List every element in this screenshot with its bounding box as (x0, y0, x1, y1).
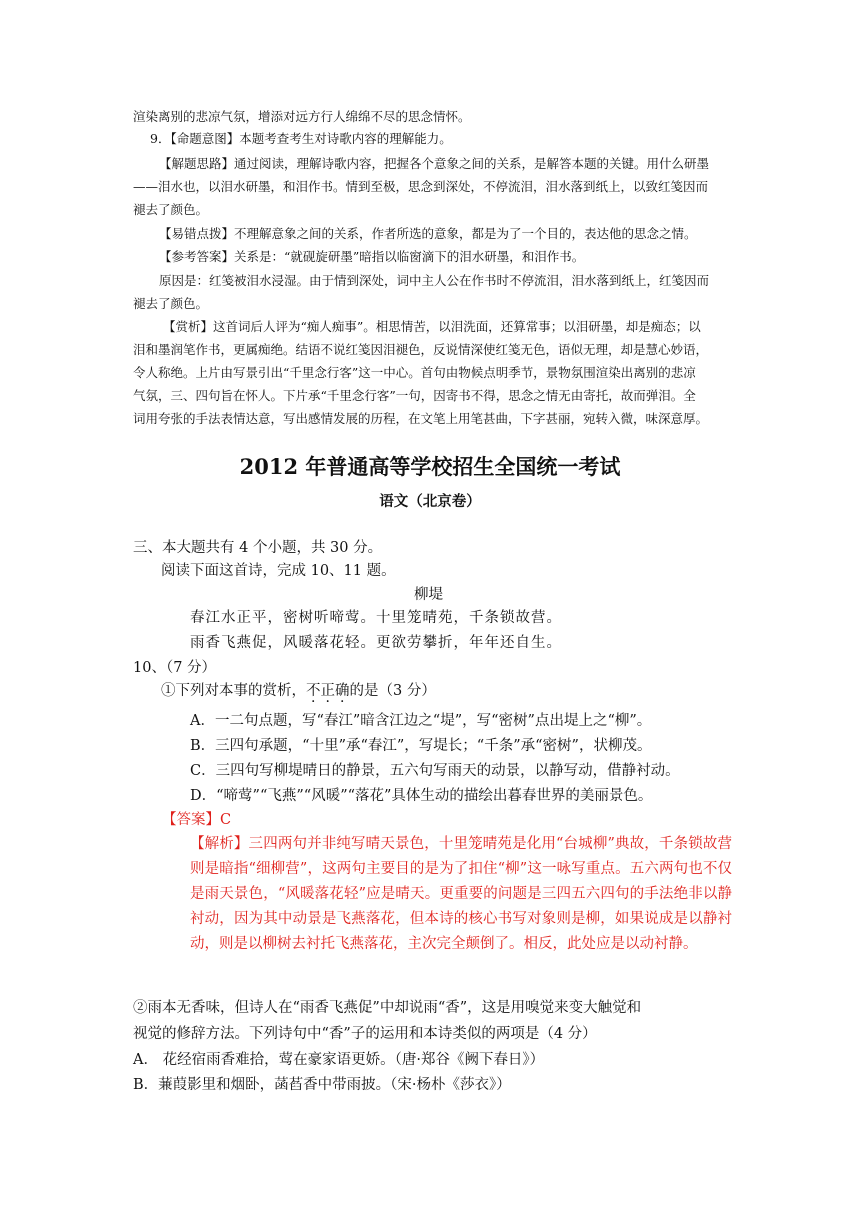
section-heading: 三、本大题共有 4 个小题，共 30 分。 (133, 540, 383, 556)
sub2-option-a: A． 花经宿雨香难拾，莺在豪家语更娇。（唐·郑谷《阙下春日》） (133, 1052, 545, 1068)
emphasis-char: 正 (320, 683, 335, 699)
question-10-sub2: ②雨本无香味，但诗人在“雨香飞燕促”中却说雨“香”，这是用嗅觉来变大触觉和 (133, 1000, 642, 1016)
text-line: 气氛，三、四句旨在怀人。下片承“千里念行客”一句，因寄书不得，思念之情无由寄托，故而弹泪。全 (133, 388, 696, 403)
section-instruction: 阅读下面这首诗，完成 10、11 题。 (161, 563, 396, 579)
error-tip: 【易错点拨】不理解意象之间的关系，作者所选的意象，都是为了一个目的，表达他的思念之情。 (159, 226, 697, 241)
option-c: C．三四句写柳堤晴日的静景，五六句写雨天的动景，以静写动，借静衬动。 (190, 763, 680, 779)
emphasis-char: 不 (306, 683, 321, 699)
sub1-suffix: 的是（3 分） (349, 683, 436, 699)
exam-title: 2012 年普通高等学校招生全国统一考试 (239, 454, 621, 479)
text-line: ——泪水也，以泪水研墨，和泪作书。情到至极，思念到深处，不停流泪，泪水落到纸上，以致红笺因而 (133, 179, 709, 194)
question-10-number: 10、（7 分） (133, 660, 217, 676)
question-10-sub2-cont: 视觉的修辞方法。下列诗句中“香”子的运用和本诗类似的两项是（4 分） (133, 1026, 597, 1042)
text-line: 词用夸张的手法表情达意，写出感情发展的历程，在文笔上用笔甚曲，下字甚丽，宛转入微，味深意厚。 (133, 411, 709, 426)
option-d: D．“啼莺”“飞燕”“风暖”“落花”具体生动的描绘出暮春世界的美丽景色。 (190, 788, 653, 804)
text-line: 褪去了颜色。 (133, 296, 209, 311)
option-b: B．三四句承题，“十里”承“春江”，写堤长；“千条”承“密树”，状柳茂。 (190, 738, 652, 754)
exam-subtitle: 语文（北京卷） (379, 493, 481, 510)
analysis-text: 【解析】三四两句并非纯写晴天景色，十里笼晴苑是化用“台城柳”典故，千条锁故营则是暗指“细柳营”，这两句主要目的是为了扣住“柳”这一咏写重点。五六两句也不仅是雨天景色，“风暖落花轻”应是晴天。更重要的问题是三四五六四句的手法绝非以静衬动，因为其中动景是飞燕落花，但本诗的核心书写对象则是柳，如果说成是以静衬动，则是以柳树去衬托飞燕落花，主次完全颠倒了。相反，此处应是以动衬静。 (190, 836, 732, 952)
sub1-prefix: ①下列对本事的赏析， (161, 683, 306, 699)
text-line: 渲染离别的悲凉气氛，增添对远方行人绵绵不尽的思念情怀。 (133, 109, 471, 124)
question-9-intent: 9．【命题意图】本题考查考生对诗歌内容的理解能力。 (150, 131, 452, 146)
reason-text: 原因是：红笺被泪水浸湿。由于情到深处，词中主人公在作书时不停流泪，泪水落到纸上，红笺因而 (159, 273, 710, 288)
reference-answer: 【参考答案】关系是：“就砚旋研墨”暗指以临窗滴下的泪水研墨，和泪作书。 (159, 249, 585, 264)
option-a: A．一二句点题，写“春江”暗含江边之“堤”，写“密树”点出堤上之“柳”。 (190, 713, 652, 729)
poem-title: 柳堤 (414, 587, 443, 603)
text-line: 令人称绝。上片由写景引出“千里念行客”这一中心。首句由物候点明季节，景物氛围渲染出离别的悲凉 (133, 365, 696, 380)
poem-line: 春江水正平，密树听啼莺。十里笼晴苑，千条锁故营。 (190, 610, 562, 626)
text-line: 泪和墨润笔作书，更属痴绝。结语不说红笺因泪褪色，反说情深使红笺无色，语似无理，却是慧心妙语， (133, 342, 709, 357)
text-line: 褪去了颜色。 (133, 202, 209, 217)
answer-label: 【答案】C (162, 812, 232, 828)
emphasis-char: 确 (335, 683, 350, 699)
question-10-sub1 (161, 678, 436, 704)
poem-line: 雨香飞燕促，风暖落花轻。更欲劳攀折，年年还自生。 (190, 635, 562, 651)
sub2-option-b: B．蒹葭影里和烟卧，菡萏香中带雨披。（宋·杨朴《莎衣》） (133, 1077, 511, 1093)
appreciation-text: 【赏析】这首词后人评为“痴人痴事”。相思情苦，以泪洗面，还算常事；以泪研墨，却是痴态；以 (163, 319, 701, 334)
solution-idea: 【解题思路】通过阅读，理解诗歌内容，把握各个意象之间的关系，是解答本题的关键。用什么研墨 (159, 156, 710, 171)
